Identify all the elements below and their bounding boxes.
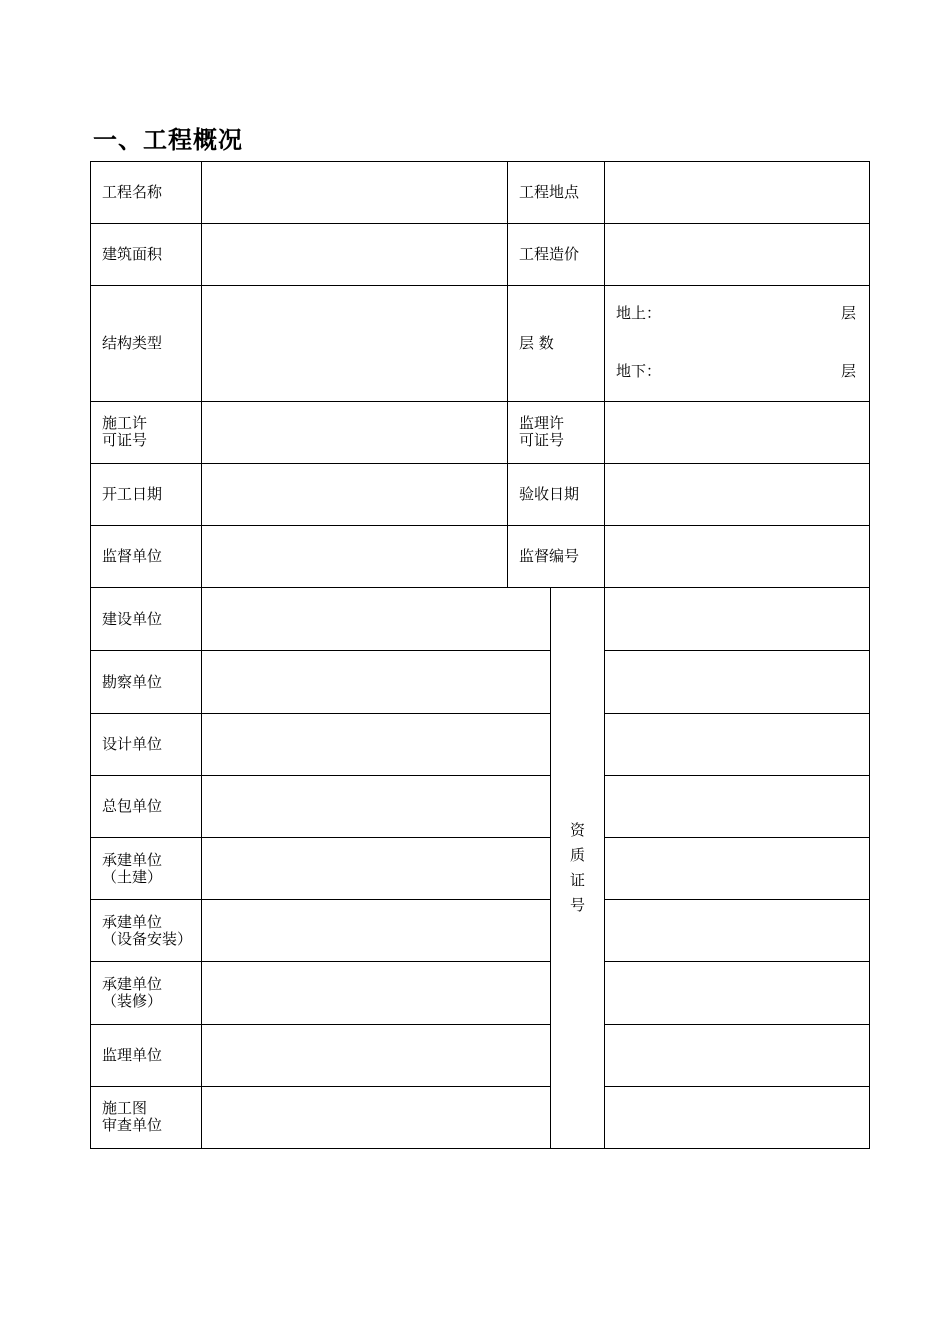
label-unit: 承建单位 （装修）	[91, 962, 202, 1024]
unit-name-field[interactable]	[202, 1086, 551, 1148]
supervision-number-field[interactable]	[605, 526, 870, 588]
table-row	[91, 651, 870, 713]
unit-name-field[interactable]	[202, 1024, 551, 1086]
unit-name-field[interactable]	[202, 713, 551, 775]
qualification-cert-field[interactable]	[605, 962, 870, 1024]
table-row	[91, 588, 870, 651]
table-row	[91, 526, 870, 588]
label-unit: 建设单位	[91, 588, 202, 651]
label-unit: 勘察单位	[91, 651, 202, 713]
table-row	[91, 1024, 870, 1086]
qualification-cert-field[interactable]	[605, 1024, 870, 1086]
label-start-date: 开工日期	[91, 463, 202, 525]
qualification-cert-label: 资 质 证 号	[551, 588, 605, 1149]
qualification-cert-field[interactable]	[605, 775, 870, 837]
unit-name-field[interactable]	[202, 651, 551, 713]
table-row	[91, 401, 870, 463]
floors-above-unit: 层	[841, 303, 857, 322]
table-row	[91, 224, 870, 286]
table-row	[91, 900, 870, 962]
unit-name-field[interactable]	[202, 900, 551, 962]
label-unit: 设计单位	[91, 713, 202, 775]
table-row	[91, 463, 870, 525]
floors-field[interactable]	[605, 286, 870, 401]
label-unit: 承建单位 （设备安装）	[91, 900, 202, 962]
table-row	[91, 713, 870, 775]
label-unit: 监理单位	[91, 1024, 202, 1086]
qualification-cert-field[interactable]	[605, 1086, 870, 1148]
project-location-field[interactable]	[605, 162, 870, 224]
start-date-field[interactable]	[202, 463, 508, 525]
label-project-cost: 工程造价	[508, 224, 605, 286]
qualification-cert-field[interactable]	[605, 838, 870, 900]
label-structure-type: 结构类型	[91, 286, 202, 401]
label-project-location: 工程地点	[508, 162, 605, 224]
supervising-unit-field[interactable]	[202, 526, 508, 588]
table-row	[91, 1086, 870, 1148]
label-floors: 层 数	[508, 286, 605, 401]
table-row	[91, 286, 870, 401]
floors-below-label: 地下：	[616, 361, 662, 380]
unit-name-field[interactable]	[202, 588, 551, 651]
page-title: 一、工程概况	[93, 126, 243, 154]
project-overview-table	[90, 161, 870, 1149]
table-row	[91, 775, 870, 837]
structure-type-field[interactable]	[202, 286, 508, 401]
label-building-area: 建筑面积	[91, 224, 202, 286]
unit-name-field[interactable]	[202, 962, 551, 1024]
floors-above-line	[616, 305, 856, 325]
label-supervision-number: 监督编号	[508, 526, 605, 588]
table-row	[91, 838, 870, 900]
table-row	[91, 962, 870, 1024]
project-cost-field[interactable]	[605, 224, 870, 286]
label-unit: 施工图 审查单位	[91, 1086, 202, 1148]
label-project-name: 工程名称	[91, 162, 202, 224]
supervision-permit-field[interactable]	[605, 401, 870, 463]
floors-below-unit: 层	[841, 361, 857, 380]
label-unit: 总包单位	[91, 775, 202, 837]
label-construction-permit: 施工许 可证号	[91, 401, 202, 463]
qualification-cert-field[interactable]	[605, 651, 870, 713]
floors-below-line	[616, 363, 856, 383]
label-supervision-permit: 监理许 可证号	[508, 401, 605, 463]
construction-permit-field[interactable]	[202, 401, 508, 463]
qualification-cert-field[interactable]	[605, 588, 870, 651]
label-acceptance-date: 验收日期	[508, 463, 605, 525]
building-area-field[interactable]	[202, 224, 508, 286]
qualification-cert-field[interactable]	[605, 713, 870, 775]
label-unit: 承建单位 （土建）	[91, 838, 202, 900]
label-supervising-unit: 监督单位	[91, 526, 202, 588]
unit-name-field[interactable]	[202, 775, 551, 837]
qualification-cert-field[interactable]	[605, 900, 870, 962]
acceptance-date-field[interactable]	[605, 463, 870, 525]
floors-above-label: 地上：	[616, 303, 662, 322]
project-name-field[interactable]	[202, 162, 508, 224]
unit-name-field[interactable]	[202, 838, 551, 900]
table-row	[91, 162, 870, 224]
